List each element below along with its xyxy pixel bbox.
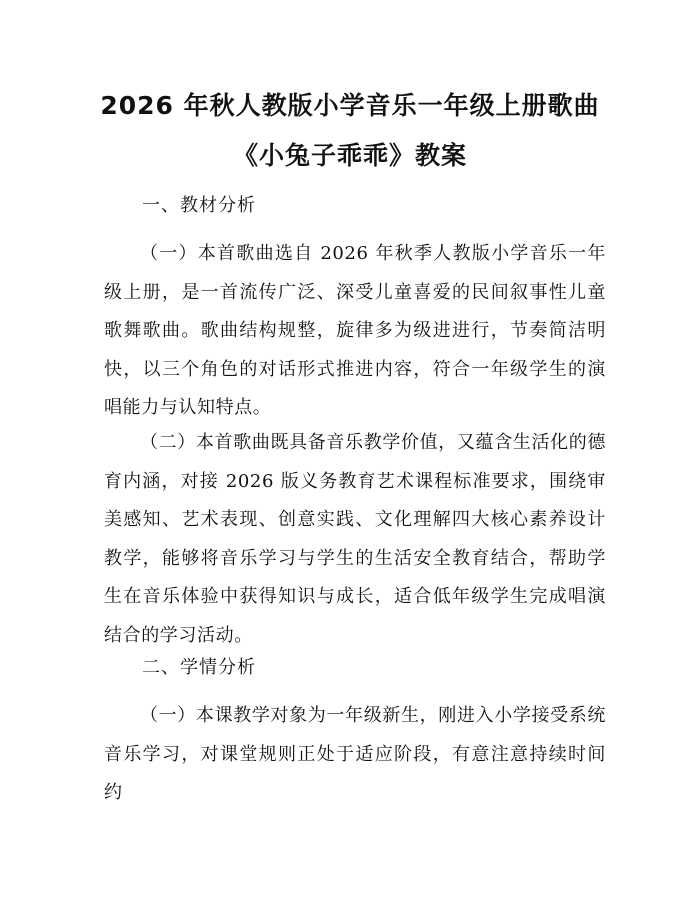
document-title-line1: 2026 年秋人教版小学音乐一年级上册歌曲 xyxy=(100,91,600,120)
paragraph-textbook-analysis-2: （二）本首歌曲既具备音乐教学价值，又蕴含生活化的德育内涵，对接 2026 版义务教育艺术课程标准要求，围绕审美感知、艺术表现、创意实践、文化理解四大核心素养设计教学，能够将音乐学习与学生的生活安全教育结合，帮助学生在音乐体验中获得知识与成长，适合低年级学生完成唱演结合的学习活动。 xyxy=(104,432,606,646)
paragraph-textbook-analysis-1: （一）本首歌曲选自 2026 年秋季人教版小学音乐一年级上册，是一首流传广泛、深受儿童喜爱的民间叙事性儿童歌舞歌曲。歌曲结构规整，旋律多为级进进行，节奏简洁明快，以三个角色的对话形式推进内容，符合一年级学生的演唱能力与认知特点。 xyxy=(104,243,606,418)
section-heading-learner-analysis: 二、学情分析 xyxy=(142,657,256,678)
document-title-line2: 《小兔子乖乖》教案 xyxy=(232,141,467,170)
paragraph-learner-analysis-1: （一）本课教学对象为一年级新生，刚进入小学接受系统音乐学习，对课堂规则正处于适应阶段，有意注意持续时间约 xyxy=(104,705,606,803)
section-heading-textbook-analysis: 一、教材分析 xyxy=(142,195,256,216)
